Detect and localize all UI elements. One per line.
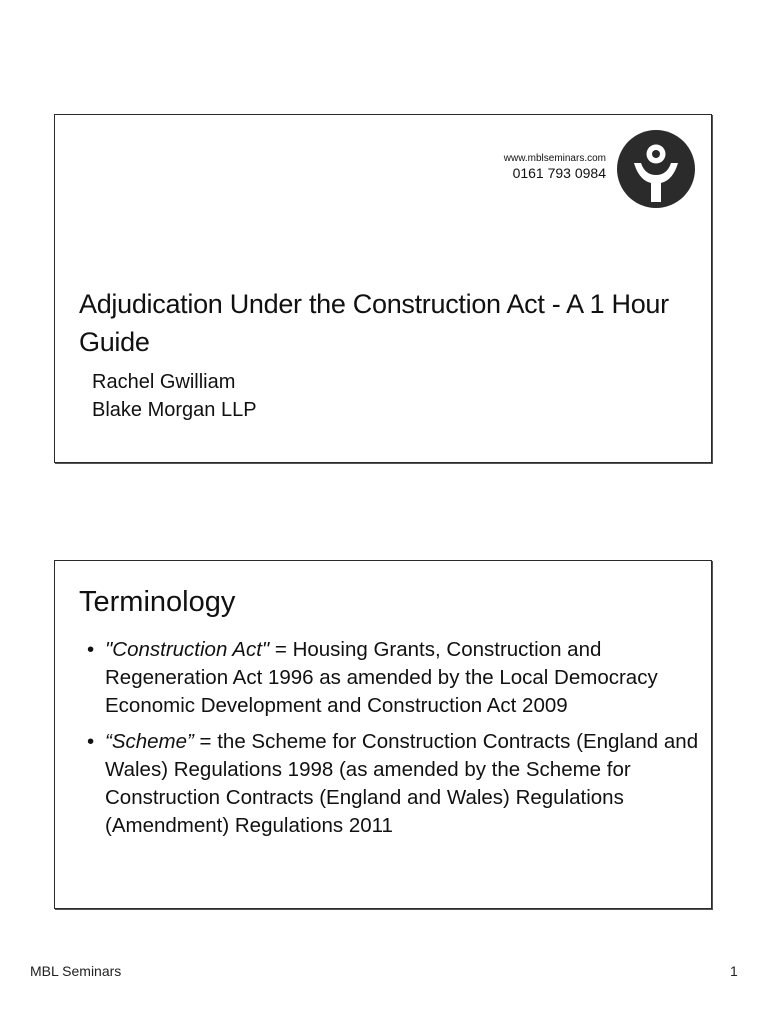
slide-1 bbox=[54, 114, 712, 463]
bullet-dot-icon: • bbox=[87, 638, 95, 661]
slide-title: Terminology bbox=[79, 586, 236, 618]
bullet-term: “Scheme” bbox=[105, 730, 194, 753]
website-link[interactable]: www.mblseminars.com bbox=[503, 153, 606, 164]
bullet-item bbox=[79, 728, 699, 840]
phone-number: 0161 793 0984 bbox=[512, 165, 606, 181]
bullet-item bbox=[79, 636, 699, 720]
bullet-dot-icon: • bbox=[87, 730, 95, 753]
person-circle-logo-icon bbox=[617, 130, 695, 208]
slide-2 bbox=[54, 560, 712, 909]
presenter-firm: Blake Morgan LLP bbox=[92, 399, 257, 421]
bullet-definition: = Housing Grants, Construction and Regeneration Act 1996 as amended by the Local Democracy Economic Development and Construction Act 2009 bbox=[105, 638, 658, 717]
presenter-block bbox=[92, 368, 257, 424]
footer-source: MBL Seminars bbox=[30, 963, 122, 979]
bullet-definition: = the Scheme for Construction Contracts (England and Wales) Regulations 1998 (as amended by the Scheme for Construction Contracts (England and Wales) Regulations (Amendment) Regulations 2011 bbox=[105, 730, 699, 837]
presenter-name: Rachel Gwilliam bbox=[92, 371, 236, 393]
slide-title: Adjudication Under the Construction Act - A 1 Hour Guide bbox=[79, 289, 669, 357]
contact-block bbox=[504, 153, 606, 181]
page-number: 1 bbox=[730, 963, 738, 979]
bullet-term: "Construction Act" bbox=[105, 638, 270, 661]
bullet-list bbox=[79, 636, 699, 848]
